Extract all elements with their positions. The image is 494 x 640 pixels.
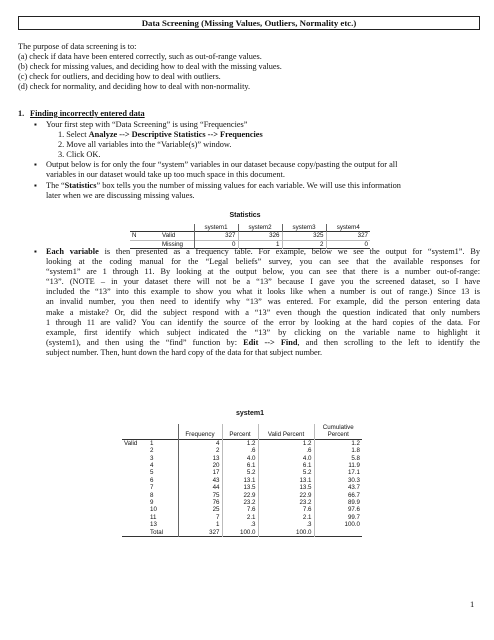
bullet-text: included the “13” into this example to show you what it looks like when a number is out of range.) Since 13 is [46, 287, 480, 297]
section-bullets-top [34, 120, 480, 201]
table-cell: 0 [326, 240, 370, 248]
row-group-label: Valid [124, 439, 138, 447]
row-label: 1 [150, 439, 154, 447]
bullet-text: ▪ Output below is for only the four “system” variables in our dataset because copy/pasting the output for all [46, 160, 398, 170]
table-cell: 22.9 [222, 492, 258, 499]
table-cell: 1.2 [258, 439, 314, 447]
page-number: 1 [470, 599, 475, 609]
column-header: Frequency [178, 424, 222, 439]
table-cell: 97.6 [314, 506, 362, 513]
row-label: 3 [150, 454, 154, 462]
bullet-text: (system1), and then using the “find” function by: Edit --> Find, and then scrolling to the left to identify the [46, 337, 480, 347]
bullet-each-variable [34, 247, 480, 358]
table-cell: 17.1 [314, 469, 362, 476]
table-cell: 327 [178, 529, 222, 537]
statistics-table-title: Statistics [229, 212, 261, 219]
table-cell: 7.6 [258, 506, 314, 513]
table-cell: 13.5 [222, 484, 258, 491]
section-bullets-bottom [34, 247, 480, 358]
table-cell: 5.8 [314, 455, 362, 462]
table-cell: 2.1 [258, 514, 314, 521]
table-cell: 0 [194, 240, 238, 248]
table-row [122, 514, 362, 521]
row-group-label [122, 506, 148, 513]
bullet-text: an invalid number, you then need to identify why “13” was entered. For example, did the person entering data [46, 297, 480, 307]
table-cell: .6 [222, 447, 258, 454]
intro-line: (c) check for outliers, and deciding how to deal with outliers. [18, 72, 221, 82]
row-group-label [122, 455, 148, 462]
intro-line: The purpose of data screening is to: [18, 42, 137, 51]
table-cell: 5.2 [258, 469, 314, 476]
table-row [122, 492, 362, 499]
row-group-label [122, 477, 148, 484]
table-row [122, 529, 362, 537]
table-cell: 30.3 [314, 477, 362, 484]
table-cell: 4.0 [222, 455, 258, 462]
row-group-label [122, 447, 148, 454]
table-cell: 43 [178, 477, 222, 484]
bullet-text: later when we are discussing missing values. [46, 190, 195, 200]
table-cell: 1 [178, 521, 222, 528]
intro-paragraph [18, 42, 480, 92]
row-label: Missing [162, 240, 183, 248]
row-group-label [122, 514, 148, 521]
table-row [122, 455, 362, 462]
table-cell: 2 [178, 447, 222, 454]
intro-line: (a) check if data have been entered correctly, such as out-of-range values. [18, 52, 262, 62]
bullet-text: ▪ The “Statistics” box tells you the number of missing values for each variable. We will use this information [46, 180, 401, 190]
bullet-text: ▪ Each variable is then presented as a frequency table. For example, below we see the output for “system1”. By [46, 247, 480, 256]
table-cell: 4 [178, 439, 222, 447]
table-row [122, 447, 362, 454]
table-cell: 7.6 [222, 506, 258, 513]
table-cell: 17 [178, 469, 222, 476]
bullet-text: variables in our dataset would take up too much space in this document. [46, 170, 285, 180]
table-row [130, 232, 370, 240]
row-label: 13 [150, 521, 157, 529]
row-group-label [122, 492, 148, 499]
table-row [122, 439, 362, 447]
table-cell: 100.0 [258, 529, 314, 537]
column-header: system4 [326, 224, 370, 232]
table-header-row [122, 424, 362, 439]
table-cell: 13 [178, 455, 222, 462]
row-label: 6 [150, 476, 154, 484]
row-label: Valid [162, 232, 176, 240]
table-row [122, 521, 362, 528]
bullet-text: looking at the coding manual for the “Legal beliefs” survey, you can see that the available responses for [46, 257, 480, 267]
table-cell [314, 529, 362, 537]
column-header: Percent [222, 424, 258, 439]
bullet-statistics-box [34, 181, 480, 201]
bullet-text: make a mistake? Or, did the subject respond with a “13” even though the question indicated that only numbers [46, 307, 480, 317]
table-cell: 100.0 [222, 529, 258, 537]
table-cell: .3 [222, 521, 258, 528]
column-header: system2 [238, 224, 282, 232]
row-group-label [122, 469, 148, 476]
table-cell: 76 [178, 499, 222, 506]
table-cell: 2 [282, 240, 326, 248]
row-label: 10 [150, 506, 157, 514]
bullet-text: ▪ Your first step with “Data Screening” is using “Frequencies” [46, 120, 248, 129]
table-cell: 1.2 [222, 439, 258, 447]
row-label: 4 [150, 462, 154, 470]
document-title: Data Screening (Missing Values, Outliers, Normality etc.) [18, 16, 480, 30]
table-row [122, 462, 362, 469]
step-line: 1. Select Analyze --> Descriptive Statistics --> Frequencies [58, 130, 263, 140]
table-cell: 11.9 [314, 462, 362, 469]
row-label: 8 [150, 491, 154, 499]
table-cell: 327 [194, 232, 238, 240]
table-cell: 1.2 [314, 439, 362, 447]
table-cell: 89.9 [314, 499, 362, 506]
section-number: 1. [18, 109, 25, 118]
table-cell: 7 [178, 514, 222, 521]
table-cell: 1 [238, 240, 282, 248]
frequency-table-body [122, 439, 362, 536]
row-group-label [122, 521, 148, 528]
table-cell: 99.7 [314, 514, 362, 521]
row-label: N [132, 232, 137, 240]
table-cell: 100.0 [314, 521, 362, 528]
row-label: 7 [150, 484, 154, 492]
frequency-table-title: system1 [235, 410, 265, 417]
table-cell: 20 [178, 462, 222, 469]
table-cell: 44 [178, 484, 222, 491]
table-cell: 6.1 [258, 462, 314, 469]
table-row [122, 499, 362, 506]
table-cell: 6.1 [222, 462, 258, 469]
column-header: system3 [282, 224, 326, 232]
table-cell: 43.7 [314, 484, 362, 491]
bullet-frequencies [34, 120, 480, 160]
table-row [122, 477, 362, 484]
table-cell: 13.1 [258, 477, 314, 484]
bullet-text: “system1” are 1 through 11. By looking at the output below, you can see that there is a number out-of-range: [46, 267, 480, 277]
table-cell: .3 [258, 521, 314, 528]
table-cell: 75 [178, 492, 222, 499]
table-header-row [130, 224, 370, 232]
table-cell: 25 [178, 506, 222, 513]
row-label: 9 [150, 499, 154, 507]
bullet-text: example, first identify which subject indicated the “13” by clicking on the variable name to highlight it [46, 327, 480, 337]
table-row [122, 484, 362, 491]
table-cell: 2.1 [222, 514, 258, 521]
row-group-label [122, 484, 148, 491]
row-group-label [122, 462, 148, 469]
table-cell: 327 [326, 232, 370, 240]
table-cell: 23.2 [258, 499, 314, 506]
statistics-table [130, 224, 370, 249]
table-cell: 22.9 [258, 492, 314, 499]
table-cell: .6 [258, 447, 314, 454]
table-cell: 325 [282, 232, 326, 240]
column-header: Valid Percent [258, 424, 314, 439]
intro-line: (b) check for missing values, and deciding how to deal with the missing values. [18, 62, 282, 72]
table-cell: 5.2 [222, 469, 258, 476]
table-row [122, 469, 362, 476]
table-cell: 4.0 [258, 455, 314, 462]
frequency-table [122, 424, 362, 537]
table-row [122, 506, 362, 513]
bullet-text: 1 through 11 are valid? You can identify the source of the error by looking at the hard copies of the data. For [46, 317, 480, 327]
row-group-label [122, 529, 148, 537]
bullet-text: “13”. (NOTE – in your dataset there will not be a “13” because I gave you the screened dataset, so I have [46, 277, 480, 287]
intro-line: (d) check for normality, and deciding how to deal with non-normality. [18, 82, 251, 92]
section-title: Finding incorrectly entered data [30, 109, 145, 118]
table-cell: 13.1 [222, 477, 258, 484]
row-label: 5 [150, 469, 154, 477]
row-label: 11 [150, 513, 157, 521]
table-cell: 326 [238, 232, 282, 240]
bullet-text: subject number. Then, hunt down the hard copy of the data for that subject number. [46, 347, 323, 357]
column-header: system1 [194, 224, 238, 232]
bullet-output-note [34, 160, 480, 180]
row-group-label [122, 499, 148, 506]
row-label: 2 [150, 447, 154, 455]
step-line: 2. Move all variables into the “Variable(s)” window. [58, 140, 232, 150]
table-cell: 23.2 [222, 499, 258, 506]
table-cell: 1.8 [314, 447, 362, 454]
table-cell: 13.5 [258, 484, 314, 491]
column-header: Cumulative Percent [314, 424, 362, 439]
section-heading [18, 109, 145, 119]
table-cell: 66.7 [314, 492, 362, 499]
row-label: Total [150, 528, 164, 536]
step-line: 3. Click OK. [58, 150, 101, 160]
